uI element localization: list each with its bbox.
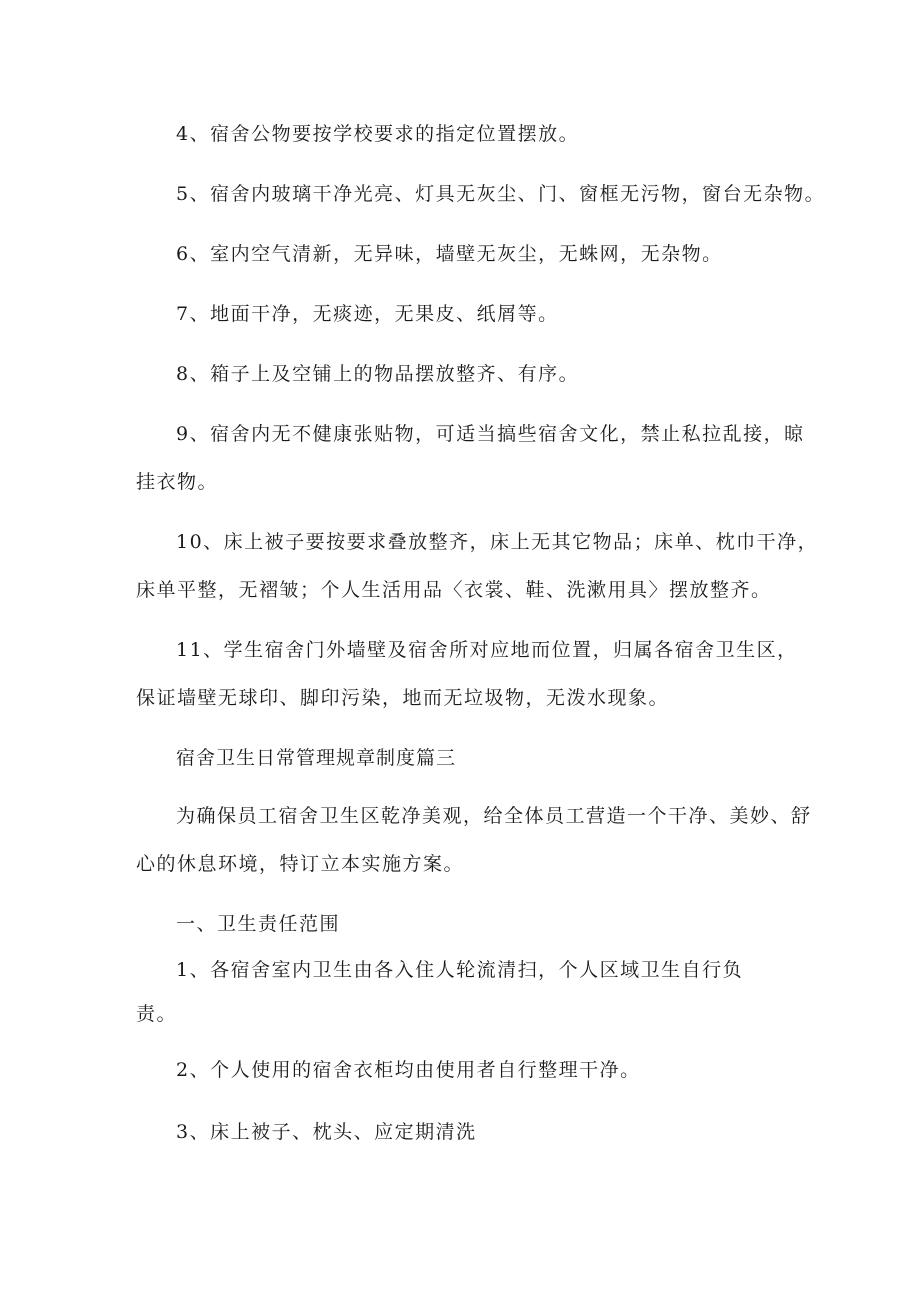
rule-item-7: 7、地面干净，无痰迹，无果皮、纸屑等。 xyxy=(176,303,559,325)
rule-item-10-line-1: 10、床上被子要按要求叠放整齐，床上无其它物品；床单、枕巾干净， xyxy=(176,531,819,553)
rule-item-6: 6、室内空气清新，无异味，墙壁无灰尘，无蛛网，无杂物。 xyxy=(176,243,723,265)
rule-item-10-line-2: 床单平整，无褶皱；个人生活用品〈衣裳、鞋、洗漱用具〉摆放整齐。 xyxy=(136,579,772,601)
intro-line-2: 心的休息环境，特订立本实施方案。 xyxy=(136,853,465,875)
section-heading: 宿舍卫生日常管理规章制度篇三 xyxy=(176,747,457,769)
rule-item-9-line-2: 挂衣物。 xyxy=(136,471,219,493)
rule-item-4: 4、宿舍公物要按学校要求的指定位置摆放。 xyxy=(176,123,580,145)
scope-item-3: 3、床上被子、枕头、应定期清洗 xyxy=(176,1121,477,1143)
rule-item-9-line-1: 9、宿舍内无不健康张贴物，可适当搞些宿舍文化，禁止私拉乱接，晾 xyxy=(176,423,805,445)
subsection-heading: 一、卫生责任范围 xyxy=(176,913,341,935)
intro-line-1: 为确保员工宿舍卫生区乾净美观，给全体员工营造一个干净、美妙、舒 xyxy=(176,805,812,827)
scope-item-2: 2、个人使用的宿舍衣柜均由使用者自行整理干净。 xyxy=(176,1059,641,1081)
rule-item-11-line-2: 保证墙壁无球印、脚印污染，地而无垃圾物，无泼水现象。 xyxy=(136,687,670,709)
scope-item-1-line-1: 1、各宿舍室内卫生由各入住人轮流清扫，个人区域卫生自行负 xyxy=(176,959,744,981)
rule-item-11-line-1: 11、学生宿舍门外墙壁及宿舍所对应地而位置，归属各宿舍卫生区， xyxy=(176,639,798,661)
scope-item-1-line-2: 责。 xyxy=(136,1003,178,1025)
rule-item-8: 8、箱子上及空铺上的物品摆放整齐、有序。 xyxy=(176,363,580,385)
rule-item-5: 5、宿舍内玻璃干净光亮、灯具无灰尘、门、窗框无污物，窗台无杂物。 xyxy=(176,183,826,205)
